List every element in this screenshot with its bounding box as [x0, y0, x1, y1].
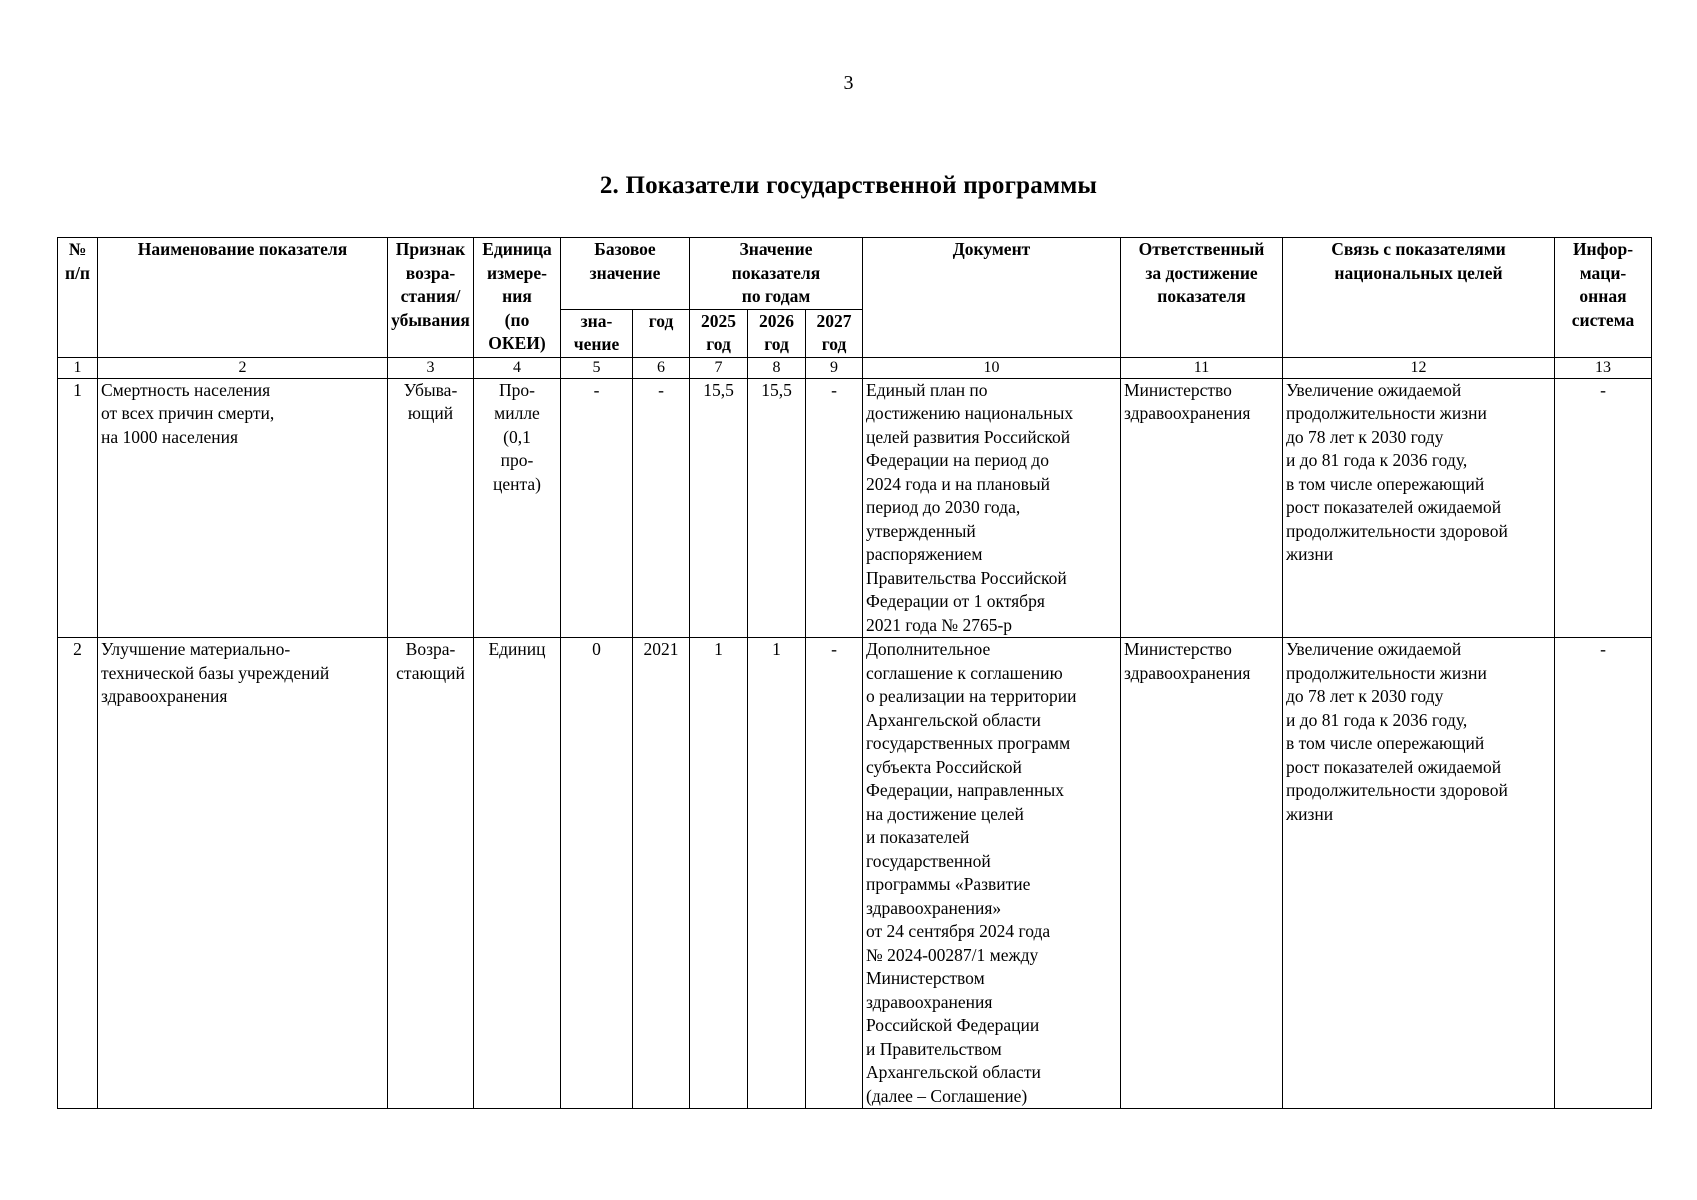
row-link: Увеличение ожидаемой продолжительности жизни до 78 лет к 2030 году и до 81 года к 2036 году, в том числе опережающий рост показателей ожидаемой продолжительности здоровой жизни	[1283, 638, 1555, 1109]
row-year-2025: 15,5	[690, 378, 748, 638]
column-number: 12	[1283, 357, 1555, 378]
header-year-2027: 2027 год	[806, 309, 863, 357]
row-unit: Единиц	[474, 638, 561, 1109]
row-trend: Возра- стающий	[388, 638, 474, 1109]
indicators-table	[57, 237, 1652, 1109]
column-number: 3	[388, 357, 474, 378]
row-num: 2	[58, 638, 98, 1109]
header-link: Связь с показателями национальных целей	[1283, 238, 1555, 358]
row-year-2027: -	[806, 638, 863, 1109]
header-base: Базовое значение	[561, 238, 690, 310]
header-info-system: Инфор- маци- онная система	[1555, 238, 1652, 358]
column-number: 7	[690, 357, 748, 378]
header-years-group: Значение показателя по годам	[690, 238, 863, 310]
row-name: Улучшение материально- технической базы учреждений здравоохранения	[98, 638, 388, 1109]
column-number: 1	[58, 357, 98, 378]
section-title: 2. Показатели государственной программы	[599, 172, 1098, 199]
table-row	[58, 638, 1652, 1109]
row-document: Дополнительное соглашение к соглашению о реализации на территории Архангельской области государственных программ субъекта Российской Федерации, направленных на достижение целей и показателей государственной программы «Развитие здравоохранения» от 24 сентября 2024 года № 2024-00287/1 между Министерством здравоохранения Российской Федерации и Правительством Архангельской области (далее – Соглашение)	[863, 638, 1121, 1109]
row-document: Единый план по достижению национальных целей развития Российской Федерации на период до 2024 года и на плановый период до 2030 года, утвержденный распоряжением Правительства Российской Федерации от 1 октября 2021 года № 2765-р	[863, 378, 1121, 638]
column-numbers-row	[58, 357, 1652, 378]
column-number: 13	[1555, 357, 1652, 378]
column-number: 4	[474, 357, 561, 378]
row-base-value: 0	[561, 638, 633, 1109]
column-number: 6	[633, 357, 690, 378]
row-name: Смертность населения от всех причин смерти, на 1000 населения	[98, 378, 388, 638]
header-base-year: год	[633, 309, 690, 357]
column-number: 9	[806, 357, 863, 378]
header-num: № п/п	[58, 238, 98, 358]
row-base-year: -	[633, 378, 690, 638]
row-unit: Про- милле (0,1 про- цента)	[474, 378, 561, 638]
row-year-2025: 1	[690, 638, 748, 1109]
row-trend: Убыва- ющий	[388, 378, 474, 638]
row-info-system: -	[1555, 638, 1652, 1109]
header-unit: Единица измере- ния (по ОКЕИ)	[474, 238, 561, 358]
row-link: Увеличение ожидаемой продолжительности жизни до 78 лет к 2030 году и до 81 года к 2036 году, в том числе опережающий рост показателей ожидаемой продолжительности здоровой жизни	[1283, 378, 1555, 638]
page-number: 3	[843, 72, 854, 94]
header-trend: Признак возра- стания/ убывания	[388, 238, 474, 358]
row-base-year: 2021	[633, 638, 690, 1109]
header-year-2026: 2026 год	[748, 309, 806, 357]
header-name: Наименование показателя	[98, 238, 388, 358]
header-responsible: Ответственный за достижение показателя	[1121, 238, 1283, 358]
row-base-value: -	[561, 378, 633, 638]
header-document: Документ	[863, 238, 1121, 358]
header-base-value: зна- чение	[561, 309, 633, 357]
column-number: 10	[863, 357, 1121, 378]
row-responsible: Министерство здравоохранения	[1121, 638, 1283, 1109]
header-year-2025: 2025 год	[690, 309, 748, 357]
row-year-2026: 15,5	[748, 378, 806, 638]
table-row	[58, 378, 1652, 638]
row-info-system: -	[1555, 378, 1652, 638]
column-number: 11	[1121, 357, 1283, 378]
column-number: 5	[561, 357, 633, 378]
row-year-2027: -	[806, 378, 863, 638]
row-num: 1	[58, 378, 98, 638]
row-year-2026: 1	[748, 638, 806, 1109]
row-responsible: Министерство здравоохранения	[1121, 378, 1283, 638]
column-number: 8	[748, 357, 806, 378]
column-number: 2	[98, 357, 388, 378]
